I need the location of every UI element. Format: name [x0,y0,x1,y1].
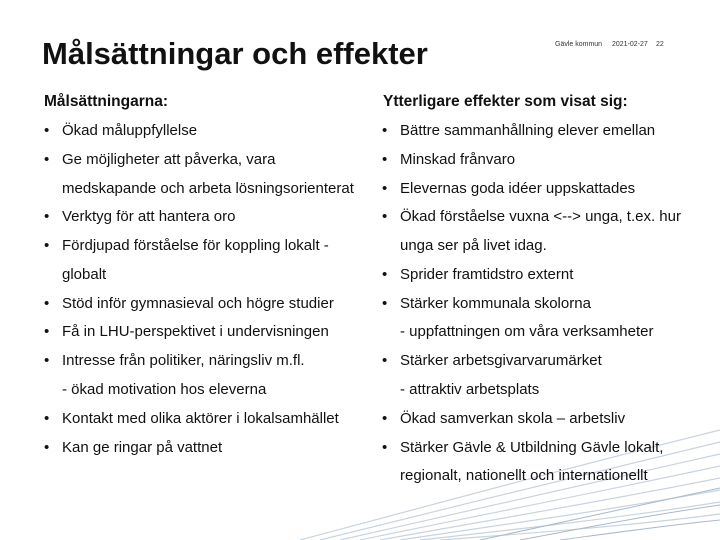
right-item-text: Ökad förståelse vuxna <--> unga, t.ex. hur [400,208,681,225]
right-list-item [400,467,648,484]
right-item-text: Stärker Gävle & Utbildning Gävle lokalt, [400,439,664,456]
left-list-item [44,410,339,427]
org-name: Gävle kommun [555,41,603,48]
left-list-item [44,295,334,312]
left-item-text: globalt [62,266,107,283]
left-item-text: Ökad måluppfyllelse [62,122,198,139]
right-list-item [400,323,653,340]
right-item-text: - uppfattningen om våra verksamheter [400,323,654,340]
bullet-icon: • [44,295,50,312]
right-list-item [382,180,635,197]
bullet-icon: • [44,439,50,456]
left-list-item [44,237,329,254]
right-item-text: Stärker kommunala skolorna [400,295,591,312]
right-item-text: Elevernas goda idéer uppskattades [400,180,636,197]
bullet-icon: • [382,410,388,427]
bullet-icon: • [382,295,388,312]
right-item-text: - attraktiv arbetsplats [400,381,540,398]
right-list-item [382,208,681,225]
right-list-item [382,122,655,139]
page-title: Målsättningar och effekter [42,36,428,71]
left-list-item [44,122,197,139]
right-list-item [382,410,625,427]
right-item-text: Ökad samverkan skola – arbetsliv [400,410,626,427]
right-item-text: Stärker arbetsgivarvarumärket [400,352,602,369]
right-list-item [400,381,539,398]
left-item-text: Stöd inför gymnasieval och högre studier [62,295,334,312]
left-item-text: Fördjupad förståelse för koppling lokalt - [62,237,329,254]
bullet-icon: • [382,122,388,139]
left-list-item [44,323,329,340]
left-list-item [44,151,275,168]
bullet-icon: • [382,266,388,283]
right-list-item [382,151,515,168]
bullet-icon: • [44,208,50,225]
page-number: 22 [656,41,664,48]
left-item-text: medskapande och arbeta lösningsorienterat [62,180,354,197]
bullet-icon: • [382,180,388,197]
right-heading: Ytterligare effekter som visat sig: [383,93,628,110]
left-item-text: Kan ge ringar på vattnet [62,439,223,456]
right-list-item [382,266,573,283]
bullet-icon: • [44,151,50,168]
right-list-item [400,237,547,254]
bullet-icon: • [382,439,388,456]
date-label: 2021-02-27 [612,41,648,48]
left-item-text: Kontakt med olika aktörer i lokalsamhället [62,410,339,427]
left-list-item [44,352,305,369]
left-list-item [44,439,222,456]
right-list-item [382,352,602,369]
left-list-item [62,180,354,197]
left-item-text: Intresse från politiker, näringsliv m.fl. [62,352,305,369]
bullet-icon: • [382,151,388,168]
left-item-text: Få in LHU-perspektivet i undervisningen [62,323,329,340]
right-list-item [382,439,663,456]
left-item-text: Verktyg för att hantera oro [62,208,236,225]
left-item-text: Ge möjligheter att påverka, vara [62,151,276,168]
bullet-icon: • [382,208,388,225]
right-item-text: Sprider framtidstro externt [400,266,574,283]
right-item-text: regionalt, nationellt och internationellt [400,467,648,484]
left-item-text: - ökad motivation hos eleverna [62,381,267,398]
bullet-icon: • [44,410,50,427]
left-list-item [62,266,106,283]
bullet-icon: • [44,237,50,254]
bullet-icon: • [44,323,50,340]
right-item-text: unga ser på livet idag. [400,237,547,254]
bullet-icon: • [44,122,50,139]
right-item-text: Minskad frånvaro [400,151,516,168]
right-item-text: Bättre sammanhållning elever emellan [400,122,656,139]
bullet-icon: • [382,352,388,369]
bullet-icon: • [44,352,50,369]
right-list-item [382,295,591,312]
left-heading: Målsättningarna: [44,93,169,110]
left-list-item [62,381,266,398]
left-list-item [44,208,235,225]
